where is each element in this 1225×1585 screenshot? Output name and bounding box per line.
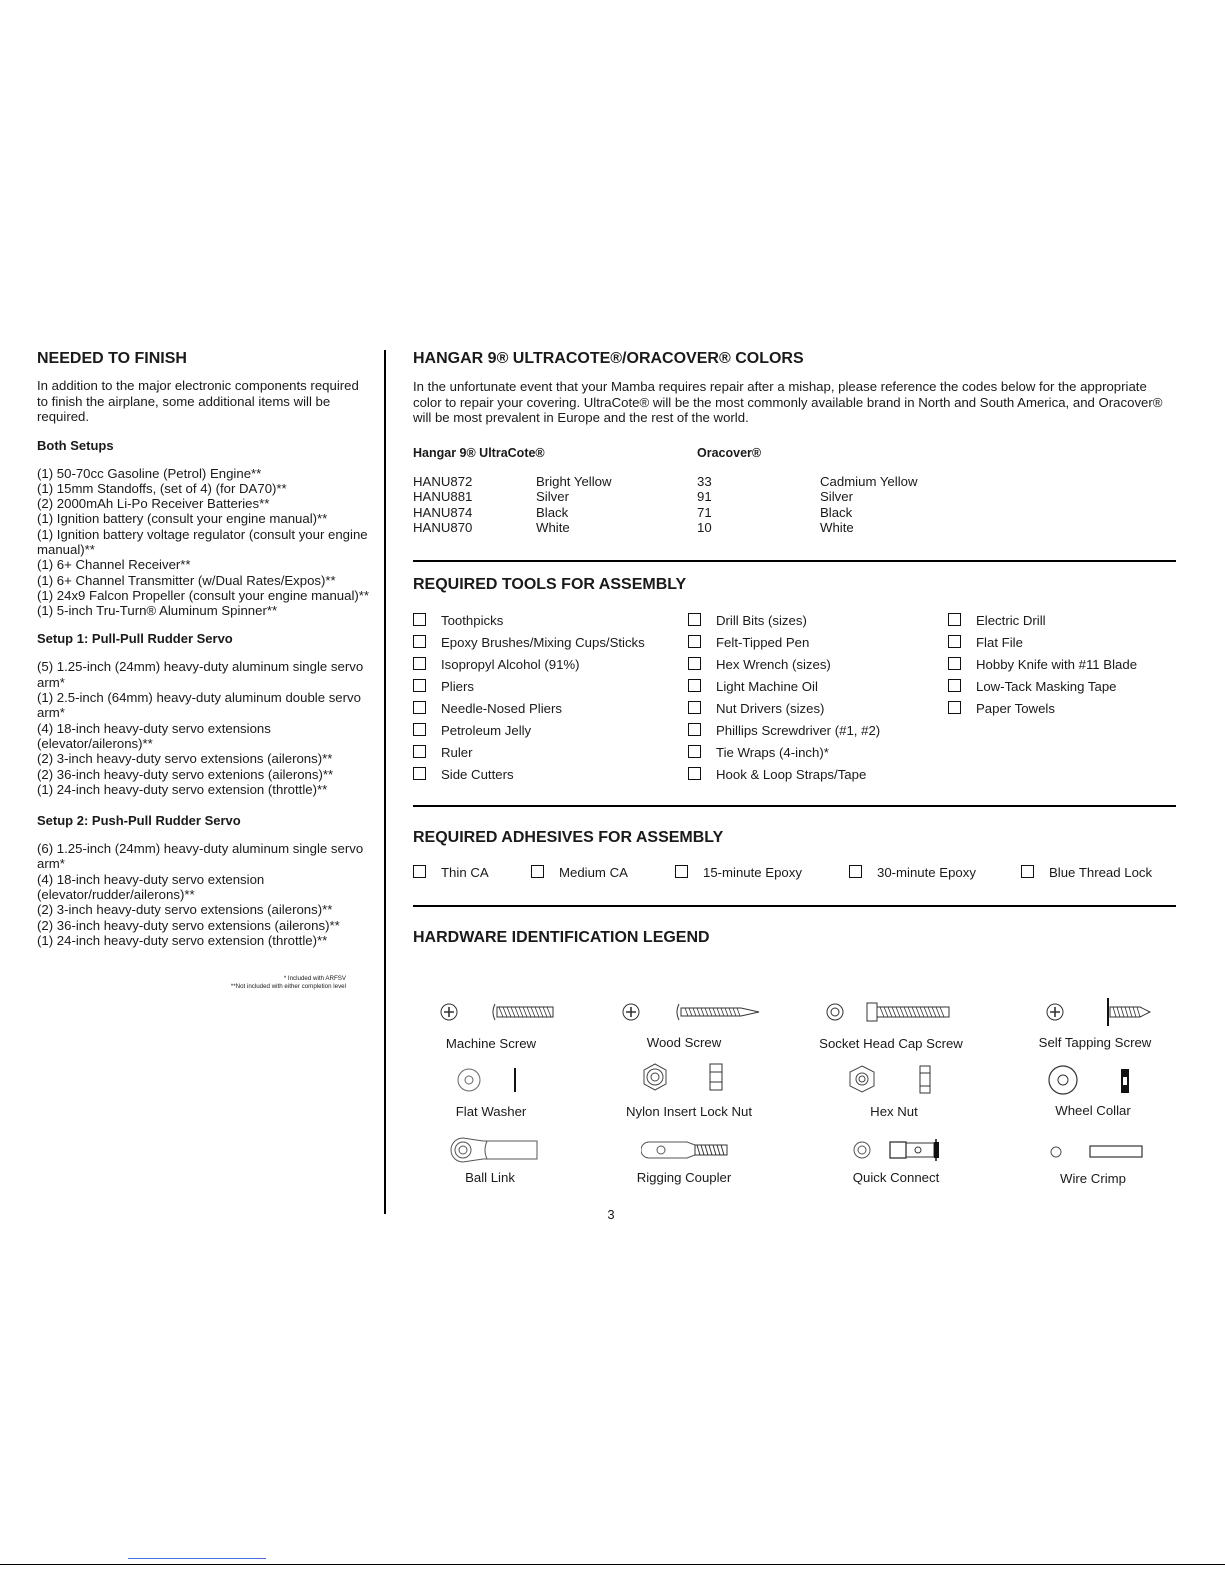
checkbox-square[interactable] bbox=[948, 613, 961, 626]
hardware-label: Wire Crimp bbox=[1060, 1171, 1126, 1186]
color-code: 10 bbox=[697, 519, 712, 535]
list-item: (1) 24x9 Falcon Propeller (consult your engine manual)** bbox=[37, 587, 370, 603]
color-name: Bright Yellow bbox=[536, 474, 612, 489]
footnote-not-included: **Not included with either completion level bbox=[230, 983, 346, 990]
tool-label: Flat File bbox=[976, 635, 1023, 650]
tool-label: Low-Tack Masking Tape bbox=[976, 679, 1117, 694]
setup2-list bbox=[37, 841, 373, 948]
list-item: (1) Ignition battery (consult your engine manual)** bbox=[37, 511, 328, 527]
adhesives-title: REQUIRED ADHESIVES FOR ASSEMBLY bbox=[413, 829, 724, 846]
color-code: HANU881 bbox=[413, 489, 473, 505]
oracover-codes bbox=[697, 474, 712, 535]
tool-checkbox[interactable] bbox=[413, 767, 514, 783]
list-item: (6) 1.25-inch (24mm) heavy-duty aluminum single servo arm* bbox=[37, 841, 364, 872]
checkbox-square[interactable] bbox=[413, 613, 426, 626]
list-item: (2) 36-inch heavy-duty servo extensions (ailerons)** bbox=[37, 917, 340, 933]
tool-label: Electric Drill bbox=[976, 613, 1046, 628]
tool-checkbox[interactable] bbox=[688, 767, 866, 783]
section-rule bbox=[413, 805, 1176, 807]
hardware-label: Rigging Coupler bbox=[636, 1170, 732, 1185]
adhesive-label: Blue Thread Lock bbox=[1049, 865, 1153, 880]
list-item: (4) 18-inch heavy-duty servo extension (elevator/rudder/ailerons)** bbox=[37, 871, 265, 903]
ball-link-icon bbox=[447, 1135, 545, 1165]
hardware-label: Flat Washer bbox=[455, 1104, 527, 1119]
nylon-insert-lock-nut-icon bbox=[640, 1061, 730, 1095]
list-item: (1) 5-inch Tru-Turn® Aluminum Spinner** bbox=[37, 603, 278, 619]
tool-checkbox[interactable] bbox=[688, 635, 809, 651]
ultracote-codes bbox=[413, 474, 472, 535]
checkbox-square[interactable] bbox=[413, 865, 426, 878]
tool-label: Needle-Nosed Pliers bbox=[441, 701, 562, 716]
wood-screw-icon bbox=[619, 1000, 764, 1024]
adhesive-checkbox[interactable] bbox=[413, 865, 489, 881]
tool-label: Hex Wrench (sizes) bbox=[716, 657, 831, 672]
color-code: HANU870 bbox=[413, 519, 473, 535]
list-item: (1) 15mm Standoffs, (set of 4) (for DA70)** bbox=[37, 480, 287, 496]
tool-label: Side Cutters bbox=[441, 767, 514, 782]
tool-checkbox[interactable] bbox=[948, 635, 1023, 651]
checkbox-square[interactable] bbox=[948, 635, 961, 648]
needed-intro: In addition to the major electronic components required to finish the airplane, some additional items will be required. bbox=[37, 378, 359, 424]
hardware-title: HARDWARE IDENTIFICATION LEGEND bbox=[413, 929, 710, 946]
checkbox-square[interactable] bbox=[531, 865, 544, 878]
list-item: (2) 3-inch heavy-duty servo extensions (ailerons)** bbox=[37, 751, 333, 767]
adhesive-label: Medium CA bbox=[559, 865, 628, 880]
list-item: (4) 18-inch heavy-duty servo extensions (elevator/ailerons)** bbox=[37, 720, 271, 751]
hyperlink-underline[interactable] bbox=[128, 1558, 266, 1559]
adhesive-checkbox[interactable] bbox=[531, 865, 628, 881]
color-name: Silver bbox=[536, 489, 569, 505]
section-rule bbox=[413, 560, 1176, 562]
hardware-label: Self Tapping Screw bbox=[1038, 1035, 1152, 1050]
tool-label: Isopropyl Alcohol (91%) bbox=[441, 657, 580, 672]
page-bottom-border bbox=[0, 1564, 1225, 1565]
tool-checkbox[interactable] bbox=[948, 701, 1055, 717]
adhesive-label: 15-minute Epoxy bbox=[703, 865, 802, 880]
wire-crimp-icon bbox=[1048, 1143, 1148, 1161]
needed-title: NEEDED TO FINISH bbox=[37, 350, 187, 367]
list-item: (5) 1.25-inch (24mm) heavy-duty aluminum single servo arm* bbox=[37, 659, 364, 690]
tool-label: Paper Towels bbox=[976, 701, 1055, 716]
checkbox-square[interactable] bbox=[688, 701, 701, 714]
tool-label: Nut Drivers (sizes) bbox=[716, 701, 825, 716]
colors-title: HANGAR 9® ULTRACOTE®/ORACOVER® COLORS bbox=[413, 350, 804, 367]
machine-screw-icon bbox=[437, 1000, 562, 1024]
list-item: (2) 36-inch heavy-duty servo extenions (ailerons)** bbox=[37, 766, 334, 782]
setup1-list bbox=[37, 659, 373, 797]
checkbox-square[interactable] bbox=[413, 657, 426, 670]
list-item: (1) Ignition battery voltage regulator (consult your engine manual)** bbox=[37, 526, 368, 557]
setup2-title: Setup 2: Push-Pull Rudder Servo bbox=[37, 813, 241, 829]
column-divider bbox=[384, 350, 386, 1214]
both-setups-title: Both Setups bbox=[37, 437, 114, 453]
tool-checkbox[interactable] bbox=[688, 657, 831, 673]
tool-checkbox[interactable] bbox=[948, 657, 1137, 673]
checkbox-square[interactable] bbox=[688, 613, 701, 626]
color-name: Cadmium Yellow bbox=[820, 474, 918, 489]
tool-checkbox[interactable] bbox=[948, 613, 1046, 629]
oracover-names bbox=[820, 474, 918, 535]
color-name: White bbox=[536, 519, 570, 535]
tool-checkbox[interactable] bbox=[413, 679, 474, 695]
checkbox-square[interactable] bbox=[413, 745, 426, 758]
tool-label: Phillips Screwdriver (#1, #2) bbox=[716, 723, 881, 738]
socket-head-cap-screw-icon bbox=[824, 1000, 959, 1024]
tool-checkbox[interactable] bbox=[413, 613, 503, 629]
hardware-label: Hex Nut bbox=[870, 1104, 918, 1119]
flat-washer-icon bbox=[455, 1065, 525, 1095]
checkbox-square[interactable] bbox=[413, 701, 426, 714]
checkbox-square[interactable] bbox=[688, 745, 701, 758]
needed-to-finish-section bbox=[37, 350, 373, 948]
adhesive-checkbox[interactable] bbox=[849, 865, 976, 881]
quick-connect-icon bbox=[850, 1137, 945, 1163]
both-setups-list bbox=[37, 466, 373, 619]
rigging-coupler-icon bbox=[641, 1140, 731, 1160]
checkbox-square[interactable] bbox=[948, 701, 961, 714]
color-code: 33 bbox=[697, 474, 712, 489]
tool-label: Hook & Loop Straps/Tape bbox=[716, 767, 867, 782]
checkbox-square[interactable] bbox=[413, 635, 426, 648]
tool-checkbox[interactable] bbox=[688, 745, 829, 761]
hardware-label: Socket Head Cap Screw bbox=[819, 1036, 963, 1051]
list-item: (2) 3-inch heavy-duty servo extensions (ailerons)** bbox=[37, 902, 333, 918]
hardware-label: Wood Screw bbox=[646, 1035, 722, 1050]
tool-label: Petroleum Jelly bbox=[441, 723, 532, 738]
tool-checkbox[interactable] bbox=[413, 657, 580, 673]
hex-nut-icon bbox=[845, 1063, 935, 1097]
adhesive-label: 30-minute Epoxy bbox=[877, 865, 976, 880]
adhesive-label: Thin CA bbox=[441, 865, 489, 880]
tool-label: Felt-Tipped Pen bbox=[716, 635, 810, 650]
tool-checkbox[interactable] bbox=[413, 723, 531, 739]
checkbox-square[interactable] bbox=[688, 723, 701, 736]
tool-label: Hobby Knife with #11 Blade bbox=[976, 657, 1138, 672]
tool-checkbox[interactable] bbox=[413, 745, 473, 761]
checkbox-square[interactable] bbox=[688, 657, 701, 670]
hardware-label: Ball Link bbox=[465, 1170, 515, 1185]
tool-label: Tie Wraps (4-inch)* bbox=[716, 745, 829, 760]
tool-label: Light Machine Oil bbox=[716, 679, 818, 694]
tool-label: Toothpicks bbox=[441, 613, 504, 628]
checkbox-square[interactable] bbox=[948, 679, 961, 692]
checkbox-square[interactable] bbox=[849, 865, 862, 878]
tools-title: REQUIRED TOOLS FOR ASSEMBLY bbox=[413, 576, 687, 593]
list-item: (1) 2.5-inch (64mm) heavy-duty aluminum double servo arm* bbox=[37, 690, 361, 721]
checkbox-square[interactable] bbox=[1021, 865, 1034, 878]
checkbox-square[interactable] bbox=[413, 767, 426, 780]
list-item: (1) 24-inch heavy-duty servo extension (throttle)** bbox=[37, 781, 328, 797]
list-item: (1) 24-inch heavy-duty servo extension (throttle)** bbox=[37, 932, 328, 948]
checkbox-square[interactable] bbox=[413, 679, 426, 692]
hardware-label: Quick Connect bbox=[852, 1170, 940, 1185]
self-tapping-screw-icon bbox=[1043, 996, 1153, 1028]
color-name: Silver bbox=[820, 489, 853, 505]
color-code: HANU872 bbox=[413, 474, 473, 489]
tool-checkbox[interactable] bbox=[688, 701, 824, 717]
tool-checkbox[interactable] bbox=[688, 723, 880, 739]
colors-section bbox=[413, 350, 1176, 426]
tool-checkbox[interactable] bbox=[688, 679, 818, 695]
tool-label: Pliers bbox=[441, 679, 474, 694]
setup1-title: Setup 1: Pull-Pull Rudder Servo bbox=[37, 631, 233, 647]
oracover-header: Oracover® bbox=[697, 446, 762, 460]
checkbox-square[interactable] bbox=[688, 635, 701, 648]
adhesive-checkbox[interactable] bbox=[1021, 865, 1152, 881]
list-item: (2) 2000mAh Li-Po Receiver Batteries** bbox=[37, 496, 270, 512]
list-item: (1) 50-70cc Gasoline (Petrol) Engine** bbox=[37, 465, 262, 481]
checkbox-square[interactable] bbox=[688, 767, 701, 780]
checkbox-square[interactable] bbox=[948, 657, 961, 670]
list-item: (1) 6+ Channel Transmitter (w/Dual Rates/Expos)** bbox=[37, 572, 336, 588]
checkbox-square[interactable] bbox=[688, 679, 701, 692]
hardware-label: Wheel Collar bbox=[1055, 1103, 1131, 1118]
checkbox-square[interactable] bbox=[413, 723, 426, 736]
color-code: 91 bbox=[697, 489, 712, 505]
color-name: Black bbox=[820, 504, 853, 520]
tool-checkbox[interactable] bbox=[413, 701, 562, 717]
adhesive-checkbox[interactable] bbox=[675, 865, 802, 881]
color-code: HANU874 bbox=[413, 504, 473, 520]
ultracote-header: Hangar 9® UltraCote® bbox=[413, 446, 545, 460]
tool-checkbox[interactable] bbox=[688, 613, 807, 629]
list-item: (1) 6+ Channel Receiver** bbox=[37, 557, 191, 573]
color-name: White bbox=[820, 519, 854, 535]
color-code: 71 bbox=[697, 504, 712, 520]
hardware-label: Nylon Insert Lock Nut bbox=[625, 1104, 753, 1119]
tool-label: Drill Bits (sizes) bbox=[716, 613, 807, 628]
section-rule bbox=[413, 905, 1176, 907]
color-name: Black bbox=[536, 504, 569, 520]
colors-intro: In the unfortunate event that your Mamba requires repair after a mishap, please reference the codes below for the appropriate color to repair your covering. UltraCote® will be the most commonly available brand in North and South America, and Oracover® will be most prevalent in Europe and the rest of the world. bbox=[413, 379, 1163, 425]
ultracote-names bbox=[536, 474, 612, 535]
tool-checkbox[interactable] bbox=[948, 679, 1117, 695]
tool-checkbox[interactable] bbox=[413, 635, 645, 651]
footnote-included: * Included with ARFSV bbox=[283, 975, 346, 982]
page-number: 3 bbox=[607, 1207, 615, 1222]
tool-label: Epoxy Brushes/Mixing Cups/Sticks bbox=[441, 635, 645, 650]
tool-label: Ruler bbox=[441, 745, 473, 760]
wheel-collar-icon bbox=[1046, 1063, 1136, 1097]
hardware-label: Machine Screw bbox=[445, 1036, 537, 1051]
checkbox-square[interactable] bbox=[675, 865, 688, 878]
